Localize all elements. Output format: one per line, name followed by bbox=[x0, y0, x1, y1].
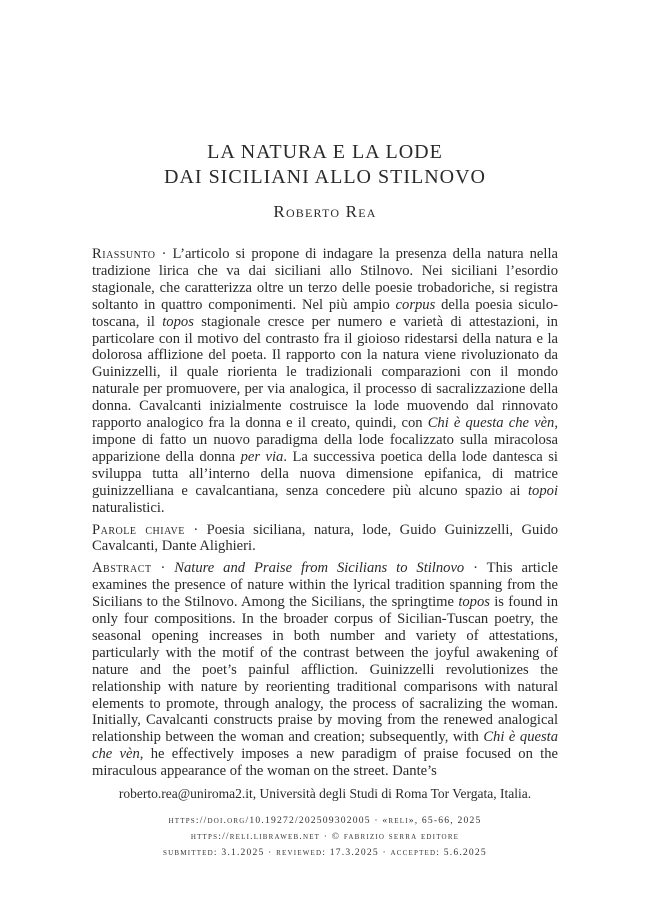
riassunto-label: Riassunto bbox=[92, 246, 156, 262]
riassunto-text: naturalistici. bbox=[92, 499, 165, 516]
article-title bbox=[0, 140, 650, 190]
abstract-text: is found in only four compositions. In the broader corpus of Sicilian-Tuscan poetry, the seasonal opening increases in both number and variety of attestations, particularly with the motif of the contrast between the joyful awakening of nature and the poet’s painful affliction. Guinizzelli revolutionizes the relationship with nature by reorienting traditional comparisons with natural elements to promote, through analogy, the process of sacralizing the woman. Initially, Cavalcanti constructs praise by moving from the renewed analogical relationship between the woman and creation; subsequently, with bbox=[92, 594, 558, 746]
riassunto-italic: Chi è questa che vèn bbox=[427, 415, 555, 432]
riassunto-italic: topoi bbox=[528, 482, 558, 499]
abstract-text: · This article examines the presence of nature within the lyrical tradition spanning from the Sicilians to the Stilnovo. Among the Sicilians, the springtime bbox=[92, 560, 558, 611]
author-name: Roberto Rea bbox=[273, 202, 377, 221]
publisher-line: https://reli.libraweb.net · © fabrizio serra editore bbox=[190, 831, 460, 842]
abstract-italic: Chi è questa che vèn bbox=[92, 729, 559, 763]
dates-line: submitted: 3.1.2025 · reviewed: 17.3.2025 · accepted: 5.6.2025 bbox=[163, 847, 487, 858]
riassunto-text: della poesia siculo-toscana, il bbox=[92, 296, 558, 330]
abstract-italic: topos bbox=[458, 594, 490, 611]
parole-chiave-text: · Poesia siciliana, natura, lode, Guido Guinizzelli, Guido Cavalcanti, Dante Alighieri. bbox=[92, 521, 558, 555]
abstract-text: , he effectively imposes a new paradigm of praise focused on the miraculous appearance of the woman on the street. Dante’s bbox=[92, 746, 558, 780]
riassunto-text: · L’articolo si propone di indagare la presenza della natura nella tradizione lirica che va dai siciliani allo Stilnovo. Nei siciliani l’esordio stagionale, che caratterizza oltre un terzo delle poesie trobadoriche, si registra soltanto in quattro componimenti. Nel più ampio bbox=[92, 246, 558, 313]
riassunto-text: , impone di fatto un nuovo paradigma della lode focalizzato sulla miracolosa apparizione della donna bbox=[92, 415, 558, 465]
title-line-2: DAI SICILIANI ALLO STILNOVO bbox=[164, 166, 486, 188]
author-affiliation: roberto.rea@uniroma2.it, Università degli Studi di Roma Tor Vergata, Italia. bbox=[118, 786, 532, 801]
abstract-english-title: Nature and Praise from Sicilians to Stilnovo bbox=[174, 560, 465, 577]
riassunto-paragraph bbox=[92, 246, 558, 517]
doi-line: https://doi.org/10.19272/202509302005 · «reli», 65-66, 2025 bbox=[168, 815, 482, 826]
riassunto-text: stagionale cresce per numero e varietà di attestazioni, in particolare con il motivo del contrasto fra il gioioso ridestarsi della natura e la dolorosa afflizione del poeta. Il rapporto con la natura viene rivoluzionato da Guinizzelli, il quale riorienta le tradizionali comparazioni con il mondo naturale per promuovere, per via analogica, il processo di sacralizzazione della donna. Cavalcanti inizialmente costruisce la lode muovendo dal rinnovato rapporto analogico fra la donna e il creato, quindi, con bbox=[92, 313, 558, 432]
riassunto-italic: topos bbox=[162, 313, 194, 330]
parole-chiave-label: Parole chiave bbox=[92, 521, 185, 538]
abstract-separator: · bbox=[151, 560, 175, 577]
riassunto-italic: corpus bbox=[395, 296, 436, 313]
title-line-1: LA NATURA E LA LODE bbox=[207, 141, 443, 163]
abstract-body bbox=[92, 246, 558, 785]
riassunto-italic: per via bbox=[240, 448, 284, 465]
riassunto-text: . La successiva poetica della lode dantesca si sviluppa tutta all’interno della nuova dimensione epifanica, di matrice guinizzelliana e cavalcantiana, senza concedere più alcuno spazio ai bbox=[92, 448, 558, 499]
abstract-paragraph bbox=[92, 560, 558, 780]
abstract-label: Abstract bbox=[92, 560, 152, 577]
parole-chiave-paragraph bbox=[92, 522, 558, 556]
